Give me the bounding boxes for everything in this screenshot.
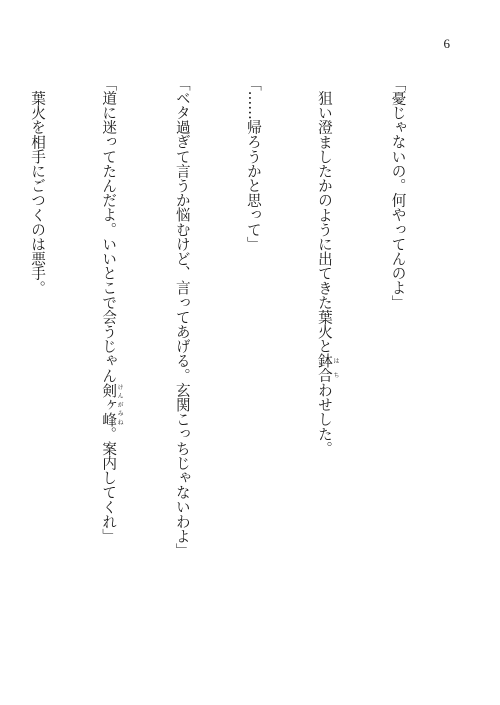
text-segment: 。案内してくれ」 [100, 426, 118, 544]
text-segment: 「道に迷ってたんだよ。いいとこで会うじゃん [100, 76, 118, 383]
text-line [96, 76, 122, 666]
text-segment: 狙い澄ましたかのように出てきた葉火と [315, 90, 333, 354]
text-line: 「ベタ過ぎて言うか悩むけど、言ってあげる。玄関こっちじゃないわよ」 [173, 76, 191, 558]
body-text [0, 76, 457, 666]
ruby-reading: はち [331, 353, 339, 383]
ruby-word: 剣ヶ峰 けんがみね [100, 382, 124, 427]
text-segment: わせした。 [315, 382, 333, 456]
text-line [25, 76, 49, 666]
ruby-reading-part: みね [116, 410, 124, 427]
ruby-word: 鉢合 はち [315, 353, 339, 383]
text-line: 「……帰ろうかと思って」 [244, 76, 262, 252]
ruby-reading-part: けんが [116, 382, 124, 411]
page-number: 6 [443, 36, 450, 51]
ruby-reading [116, 383, 123, 427]
text-line [312, 76, 338, 666]
text-line: 「憂じゃないの。何やってんのよ」 [389, 76, 407, 310]
text-segment: 葉火を相手にごつくのは悪手。 [29, 90, 47, 296]
